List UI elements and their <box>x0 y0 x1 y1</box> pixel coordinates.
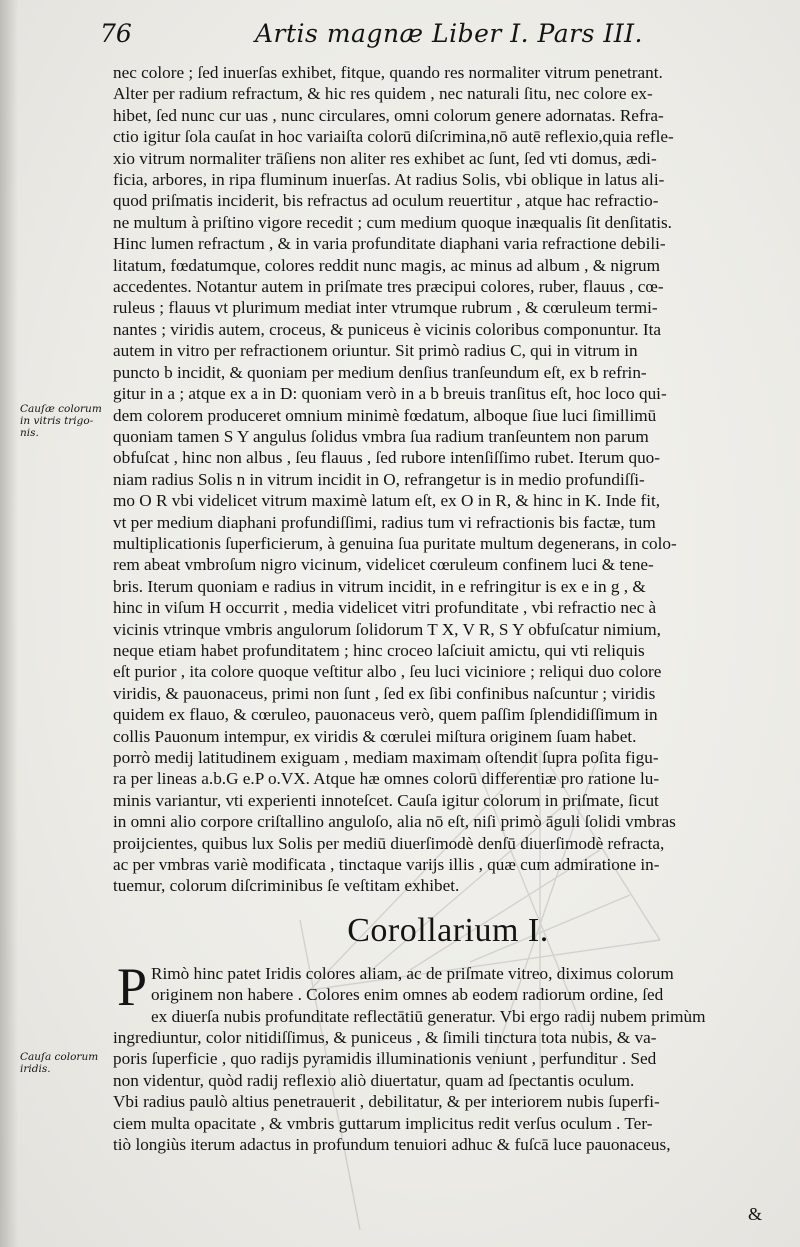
text-line: bris. Iterum quoniam e radius in vitrum incidit, in e refringitur is ex e in g , & <box>113 576 646 596</box>
text-line: nantes ; viridis autem, croceus, & puniceus è vicinis coloribus componuntur. Ita <box>113 319 661 339</box>
text-line: eſt purior , ita colore quoque veſtitur albo , ſeu luci viciniore ; reliqui duo colore <box>113 662 662 682</box>
text-line: Vbi radius paulò altius penetrauerit , debilitatur, & per interiorem nubis ſuperfi- <box>113 1092 660 1112</box>
text-line: nec colore ; ſed inuerſas exhibet, fitque, quando res normaliter vitrum penetrant. <box>113 63 663 82</box>
text-line: ficia, arbores, in ripa fluminum inuerſas. At radius Solis, vbi oblique in latus ali- <box>113 170 665 190</box>
text-line: multiplicationis ſuperficierum, à genuina ſua puritate multum degenerans, in colo- <box>113 533 677 553</box>
text-line: niam radius Solis n in vitrum incidit in O, refrangetur is in medio profundiſſi- <box>113 469 645 489</box>
text-line: quidem ex flauo, & cœruleo, pauonaceus verò, quem paſſim ſplendidiſſimum in <box>113 705 658 725</box>
page-header <box>100 14 780 54</box>
text-line: neque etiam habet profunditatem ; hinc croceo laſciuit amictu, qui vti reliquis <box>113 640 645 660</box>
text-line: minis variantur, vti experienti innoteſcet. Cauſa igitur colorum in priſmate, ſicut <box>113 790 659 810</box>
text-line: Alter per radium refractum, & hic res quidem , nec naturali ſitu, nec colore ex- <box>113 84 653 104</box>
body-text <box>113 62 783 1156</box>
text-line: gitur in a ; atque ex a in D: quoniam verò in a b breuis tranſitus eſt, hoc loco qui- <box>113 384 667 404</box>
text-line: non videntur, quòd radij reflexio aliò diuertatur, quam ad ſpectantis oculum. <box>113 1070 635 1090</box>
text-line: vicinis vtrinque vmbris angulorum ſolidorum T X, V R, S Y obfuſcatur nimium, <box>113 619 661 639</box>
running-title: Artis magnæ Liber I. Pars III. <box>255 19 643 48</box>
text-line: xio vitrum normaliter trāſiens non aliter res exhibet ac ſunt, ſed vti domus, ædi- <box>113 148 657 168</box>
text-line: vt per medium diaphani profundiſſimi, radius tum vi refractionis bis factæ, tum <box>113 512 656 532</box>
text-line: puncto b incidit, & quoniam per medium denſius tranſeundum eſt, ex b refrin- <box>113 362 647 382</box>
text-line: hinc in viſum H occurrit , media videlicet vitri profunditate , vbi refractio nec à <box>113 598 657 618</box>
text-line: proijcientes, quibus lux Solis per mediū diuerſimodè denſū diuerſimodè refracta, <box>113 833 665 853</box>
text-line: dem colorem produceret omnium minimè fœdatum, alboque ſiue luci ſimillimū <box>113 405 657 425</box>
text-line: collis Pauonum intempur, ex viridis & cœrulei miſtura originem ſuam habet. <box>113 726 637 746</box>
main-paragraph <box>113 62 783 897</box>
text-line: ctio igitur ſola cauſat in hoc variaiſta colorū diſcrimina,nō autē reflexio,quia refle- <box>113 127 674 147</box>
corollary-paragraph <box>113 956 783 1156</box>
section-heading: Corollarium I. <box>347 911 549 949</box>
text-line: ex diuerſa nubis profunditate reflectātiū generatur. Vbi ergo radij nubem primùm <box>151 1006 706 1026</box>
text-line: poris ſuperficie , quo radijs pyramidis illuminationis veniunt , perfunditur . Sed <box>113 1049 657 1069</box>
text-line: ne multum à priſtino vigore recedit ; cum medium quoque inæqualis ſit denſitatis. <box>113 212 672 232</box>
text-line: mo O R vbi videlicet vitrum maximè latum eſt, ex O in R, & hinc in K. Inde fit, <box>113 491 661 511</box>
text-line: originem non habere . Colores enim omnes ab eodem radiorum ordine, ſed <box>151 985 664 1005</box>
text-line: litatum, fœdatumque, colores reddit nunc magis, ac minus ad album , & nigrum <box>113 255 661 275</box>
text-line: viridis, & pauonaceus, primi non ſunt , ſed ex ſibi confinibus naſcuntur ; viridis <box>113 683 656 703</box>
text-line: in omni alio corpore criſtallino anguloſo, alia nō eſt, niſi primò āguli ſolidi vmbras <box>113 812 676 832</box>
text-line: quoniam tamen S Y angulus ſolidus vmbra ſua radium tranſeuntem non parum <box>113 426 649 446</box>
text-line: quod priſmatis inciderit, bis refractus ad oculum reuertitur , atque hac refractio- <box>113 191 659 211</box>
catchword: & <box>748 1204 763 1224</box>
text-line: ruleus ; flauus vt plurimum mediat inter vtrumque rubrum , & cœruleum termi- <box>113 298 658 318</box>
text-line: ra per lineas a.b.G e.P o.VX. Atque hæ omnes colorū differentiæ pro ratione lu- <box>113 769 660 789</box>
drop-cap: P <box>117 956 148 1017</box>
text-line: autem in vitro per refractionem oriuntur. Sit primò radius C, qui in vitrum in <box>113 341 638 361</box>
text-line: hibet, ſed nunc cur uas , nunc circulares, omni colorum genere adornatas. Refra- <box>113 105 664 125</box>
text-line: tuemur, colorum diſcriminibus ſe veſtitam exhibet. <box>113 876 460 896</box>
margin-note-prism-colors: Cauſæ colorum in vitris trigo-nis. <box>20 403 102 439</box>
text-line: porrò medij latitudinem exiguam , mediam maximam oſtendit ſupra poſita figu- <box>113 748 659 767</box>
text-line: tiò longiùs iterum adactus in profundum tenuiori adhuc & fuſcā luce pauonaceus, <box>113 1135 671 1155</box>
text-line: accedentes. Notantur autem in priſmate tres præcipui colores, ruber, flauus , cœ- <box>113 277 664 297</box>
text-line: ingrediuntur, color nitidiſſimus, & puniceus , & ſimili tinctura tota nubis, & va- <box>113 1028 657 1048</box>
page-number: 76 <box>100 19 132 48</box>
text-line: Rimò hinc patet Iridis colores aliam, ac de priſmate vitreo, diximus colorum <box>151 963 674 983</box>
text-line: obfuſcat , hinc non albus , ſeu flauus , ſed rubore intenſiſſimo rubet. Iterum quo- <box>113 448 661 468</box>
text-line: rem abeat vmbroſum nigro vicinum, videlicet cœruleum confinem luci & tene- <box>113 555 654 575</box>
margin-note-rainbow-colors: Cauſa colorum iridis. <box>20 1051 99 1075</box>
gutter-shadow <box>0 0 18 1247</box>
text-line: ciem multa opacitate , & vmbris guttarum implicitus redit verſus oculum . Ter- <box>113 1113 653 1133</box>
text-line: Hinc lumen refractum , & in varia profunditate diaphani varia refractione debili- <box>113 234 666 254</box>
text-line: ac per vmbras variè modificata , tinctaque varijs illis , quæ cum admiratione in- <box>113 855 660 875</box>
